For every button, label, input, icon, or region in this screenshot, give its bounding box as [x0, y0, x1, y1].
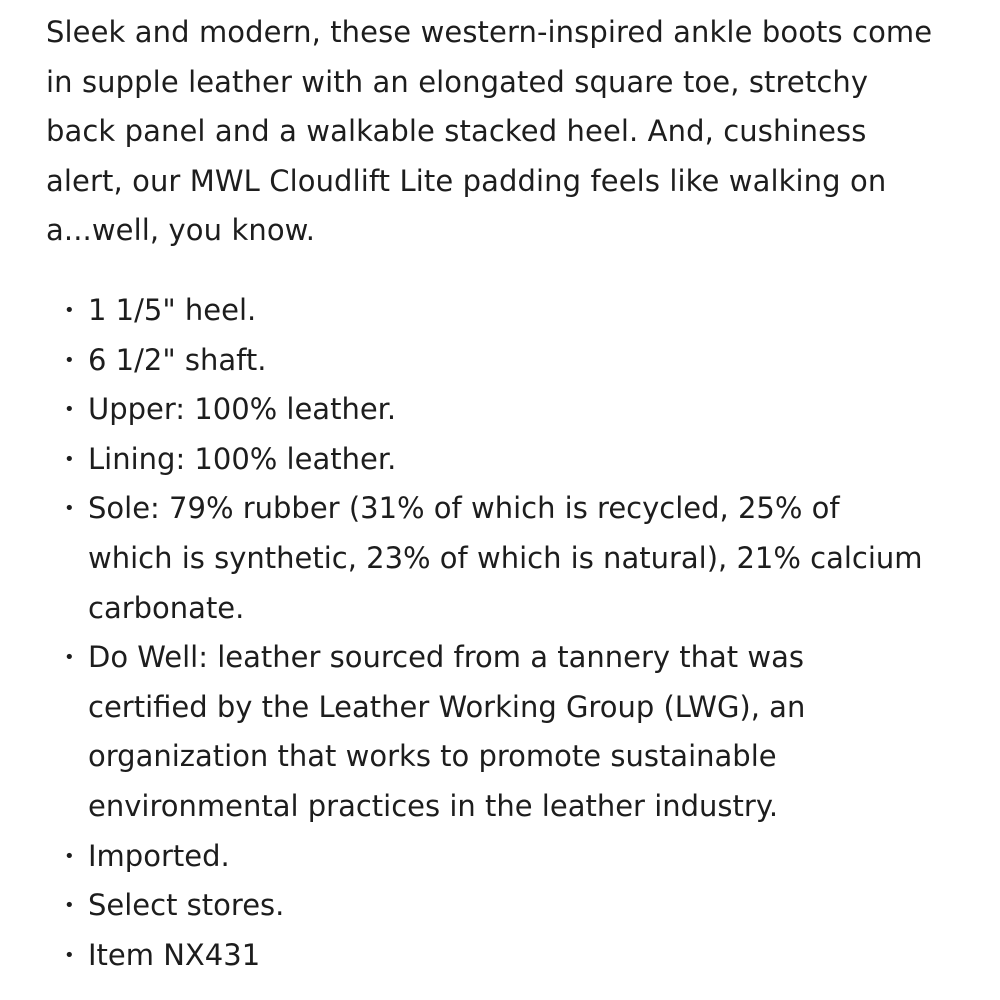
detail-upper-material: • Upper: 100% leather.	[46, 385, 926, 435]
detail-shaft-height: • 6 1/2" shaft.	[46, 336, 926, 386]
detail-heel-height: • 1 1/5" heel.	[46, 286, 926, 336]
product-details-section	[46, 8, 946, 972]
detail-lining-material: • Lining: 100% leather.	[46, 435, 926, 485]
detail-select-stores: • Select stores.	[46, 881, 926, 931]
product-description: Sleek and modern, these western-inspired ankle boots come in supple leather with an elongated square toe, stretchy back panel and a walkable stacked heel. And, cushiness alert, our MWL Cloudlift Lite padding feels like walking on a...well, you know.	[46, 15, 933, 248]
detail-sole-material: • Sole: 79% rubber (31% of which is recycled, 25% of which is synthetic, 23% of which is natural), 21% calcium carbonate.	[46, 484, 926, 633]
detail-imported: • Imported.	[46, 832, 926, 882]
detail-do-well: • Do Well: leather sourced from a tannery that was certified by the Leather Working Group (LWG), an organization that works to promote sustainable environmental practices in the leather industry.	[46, 633, 926, 831]
product-details-list	[46, 286, 926, 980]
detail-item-number: • Item NX431	[46, 931, 926, 981]
